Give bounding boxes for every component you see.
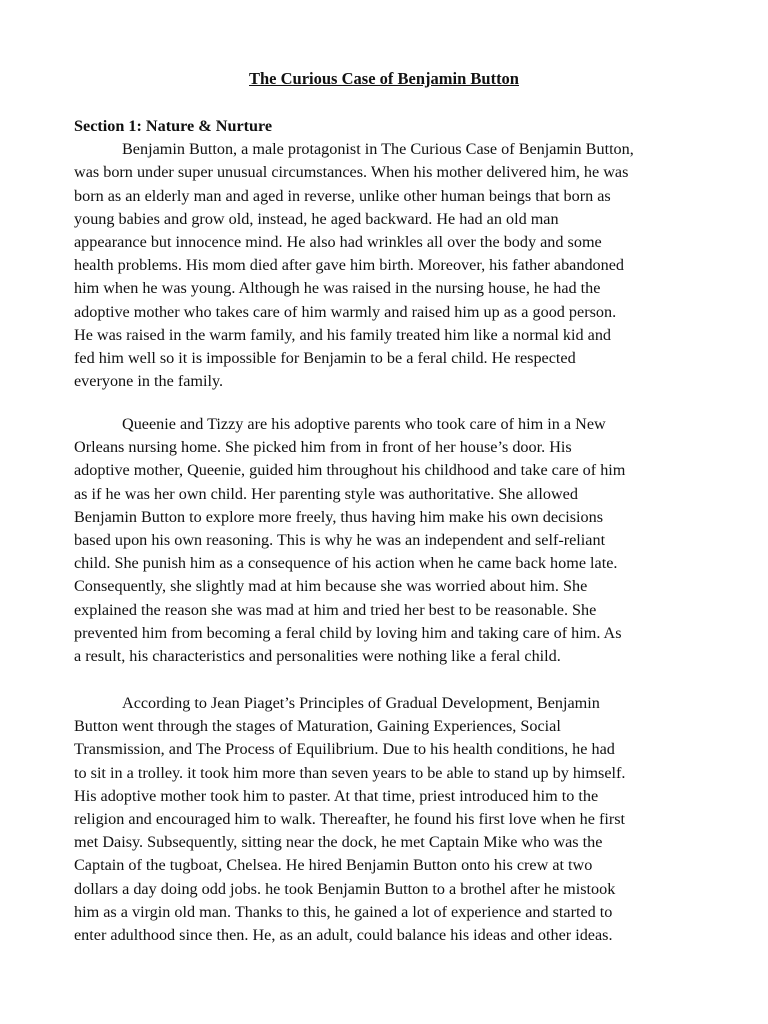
paragraph-line: religion and encouraged him to walk. Thereafter, he found his first love when he first [74, 810, 626, 829]
paragraph-line: adoptive mother who takes care of him warmly and raised him up as a good person. [74, 302, 617, 321]
paragraph-line: based upon his own reasoning. This is why he was an independent and self-reliant [74, 531, 606, 550]
paragraph-line: health problems. His mom died after gave him birth. Moreover, his father abandoned [74, 256, 625, 275]
paragraph-1 [74, 138, 714, 393]
paragraph-line: Queenie and Tizzy are his adoptive parents who took care of him in a New [122, 415, 606, 433]
paragraph-line: explained the reason she was mad at him and tried her best to be reasonable. She [74, 600, 597, 619]
paragraph-line: child. She punish him as a consequence of his action when he came back home late. [74, 554, 618, 573]
section-heading: Section 1: Nature & Nurture [74, 117, 273, 135]
paragraph-line: According to Jean Piaget’s Principles of Gradual Development, Benjamin [122, 694, 600, 712]
paragraph-line: Captain of the tugboat, Chelsea. He hired Benjamin Button onto his crew at two [74, 856, 593, 875]
paragraph-line: born as an elderly man and aged in reverse, unlike other human beings that born as [74, 186, 611, 205]
paragraph-line: to sit in a trolley. it took him more than seven years to be able to stand up by himself. [74, 763, 626, 782]
paragraph-2 [74, 413, 714, 668]
paragraph-line: His adoptive mother took him to paster. At that time, priest introduced him to the [74, 786, 599, 805]
paragraph-line: fed him well so it is impossible for Benjamin to be a feral child. He respected [74, 349, 576, 368]
paragraph-line: enter adulthood since then. He, as an adult, could balance his ideas and other ideas. [74, 926, 613, 945]
paragraph-line: appearance but innocence mind. He also had wrinkles all over the body and some [74, 233, 602, 252]
document-title: The Curious Case of Benjamin Button [249, 69, 519, 88]
paragraph-line: a result, his characteristics and personalities were nothing like a feral child. [74, 647, 561, 666]
paragraph-line: dollars a day doing odd jobs. he took Benjamin Button to a brothel after he mistook [74, 879, 616, 898]
paragraph-line: Benjamin Button, a male protagonist in The Curious Case of Benjamin Button, [122, 140, 634, 159]
paragraph-line: Benjamin Button to explore more freely, thus having him make his own decisions [74, 507, 603, 526]
paragraph-line: Button went through the stages of Maturation, Gaining Experiences, Social [74, 717, 561, 736]
paragraph-line: was born under super unusual circumstances. When his mother delivered him, he was [74, 163, 629, 182]
paragraph-3 [74, 692, 714, 947]
paragraph-3-block [74, 692, 714, 947]
paragraph-line: young babies and grow old, instead, he aged backward. He had an old man [74, 209, 559, 228]
paragraph-line: prevented him from becoming a feral child by loving him and taking care of him. As [74, 623, 622, 642]
paragraph-line: He was raised in the warm family, and his family treated him like a normal kid and [74, 325, 612, 344]
paragraph-line: everyone in the family. [74, 372, 224, 391]
paragraph-line: Consequently, she slightly mad at him because she was worried about him. She [74, 577, 588, 596]
paragraph-2-block [74, 413, 714, 668]
paragraph-line: Transmission, and The Process of Equilibrium. Due to his health conditions, he had [74, 740, 615, 759]
paragraph-line: as if he was her own child. Her parenting style was authoritative. She allowed [74, 484, 578, 503]
section-1 [74, 115, 714, 393]
paragraph-line: him when he was young. Although he was raised in the nursing house, he had the [74, 279, 601, 298]
paragraph-line: met Daisy. Subsequently, sitting near the dock, he met Captain Mike who was the [74, 833, 603, 852]
paragraph-line: him as a virgin old man. Thanks to this, he gained a lot of experience and started to [74, 902, 613, 921]
paragraph-line: adoptive mother, Queenie, guided him throughout his childhood and take care of him [74, 461, 626, 480]
paragraph-line: Orleans nursing home. She picked him from in front of her house’s door. His [74, 438, 572, 457]
